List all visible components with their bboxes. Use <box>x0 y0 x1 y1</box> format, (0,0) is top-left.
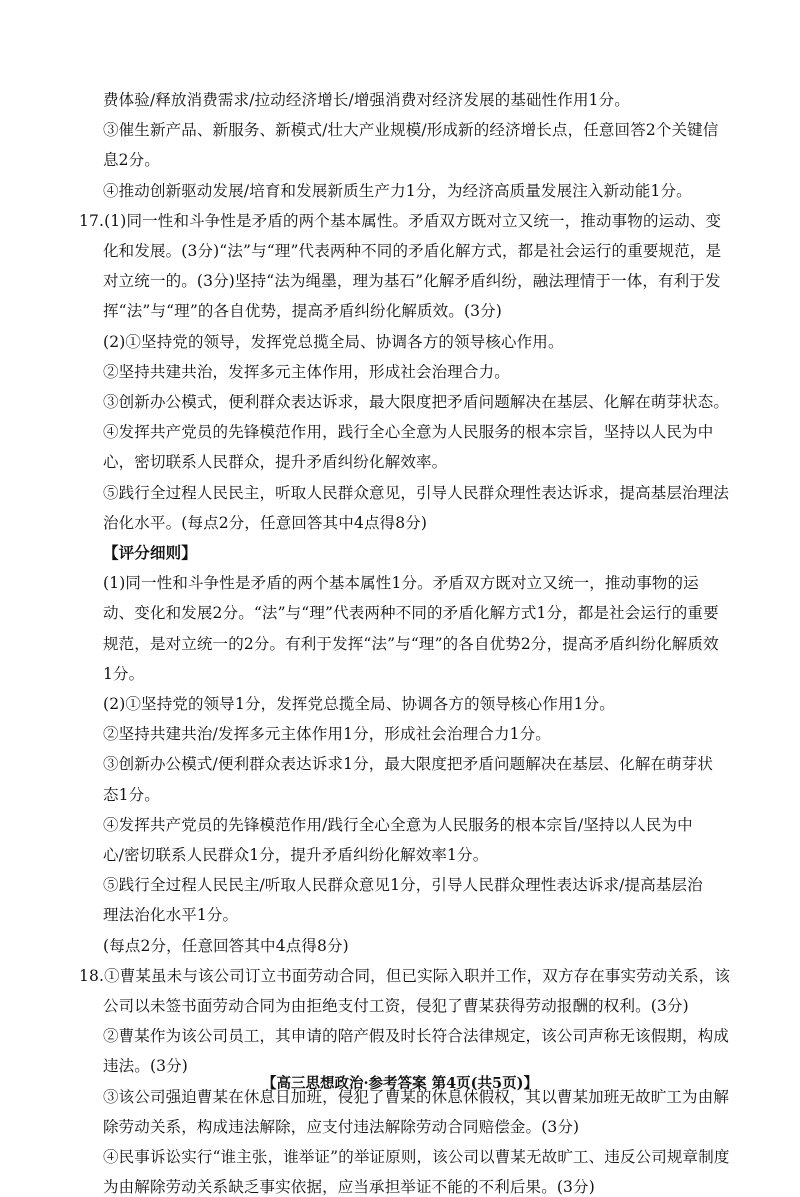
text-line: ③该公司强迫曹某在休息日加班，侵犯了曹某的休息休假权，其以曹某加班无故旷工为由解 <box>103 1088 730 1106</box>
text-line: ②坚持共建共治，发挥多元主体作用，形成社会治理合力。 <box>103 363 510 381</box>
text-line: ③催生新产品、新服务、新模式/壮大产业规模/形成新的经济增长点，任意回答2个关键信 <box>103 121 719 139</box>
text-line: 费体验/释放消费需求/拉动经济增长/增强消费对经济发展的基础性作用1分。 <box>103 91 630 109</box>
text-line: ②曹某作为该公司员工，其申请的陪产假及时长符合法律规定，该公司声称无该假期，构成 <box>103 1027 730 1045</box>
text-line: ④发挥共产党员的先锋模范作用/践行全心全意为人民服务的根本宗旨/坚持以人民为中 <box>103 816 693 834</box>
text-line: 治化水平。(每点2分，任意回答其中4点得8分) <box>103 514 428 532</box>
text-line: ⑤践行全过程人民民主，听取人民群众意见，引导人民群众理性表达诉求，提高基层治理法 <box>103 484 730 502</box>
text-line: 1分。 <box>103 665 145 683</box>
text-line: 化和发展。(3分)“法”与“理”代表两种不同的矛盾化解方式，都是社会运行的重要规范，是 <box>103 242 722 260</box>
text-line: (1)同一性和斗争性是矛盾的两个基本属性1分。矛盾双方既对立又统一，推动事物的运 <box>103 574 699 592</box>
text-line: ③创新办公模式，便利群众表达诉求，最大限度把矛盾问题解决在基层、化解在萌芽状态。 <box>103 393 730 411</box>
text-line: 公司以未签书面劳动合同为由拒绝支付工资，侵犯了曹某获得劳动报酬的权利。(3分) <box>103 997 689 1015</box>
text-line: (2)①坚持党的领导，发挥党总揽全局、协调各方的领导核心作用。 <box>103 333 564 351</box>
text-line: 对立统一的。(3分)坚持“法为绳墨，理为基石”化解矛盾纠纷，融法理情于一体，有利于发 <box>103 272 721 290</box>
text-line: 动、变化和发展2分。“法”与“理”代表两种不同的矛盾化解方式1分，都是社会运行的重要 <box>103 604 719 622</box>
text-line: 理法治化水平1分。 <box>103 906 239 924</box>
scoring-rules-heading: 【评分细则】 <box>103 543 197 562</box>
text-line: 心/密切联系人民群众1分，提升矛盾纠纷化解效率1分。 <box>103 846 489 864</box>
question-17-line: 17.(1)同一性和斗争性是矛盾的两个基本属性。矛盾双方既对立又统一，推动事物的运动、变 <box>79 212 722 230</box>
text-line: (2)①坚持党的领导1分，发挥党总揽全局、协调各方的领导核心作用1分。 <box>103 695 615 713</box>
text-line: 息2分。 <box>103 151 160 169</box>
page-footer: 【高三思想政治·参考答案 第4页(共5页)】 <box>262 1075 538 1092</box>
text-line: 态1分。 <box>103 786 160 804</box>
text-line: (每点2分，任意回答其中4点得8分) <box>103 937 349 955</box>
text-line: ②坚持共建共治/发挥多元主体作用1分，形成社会治理合力1分。 <box>103 725 551 743</box>
text-line: ④民事诉讼实行“谁主张，谁举证”的举证原则，该公司以曹某无故旷工、违反公司规章制度 <box>103 1148 730 1166</box>
text-line: 规范，是对立统一的2分。有利于发挥“法”与“理”的各自优势2分，提高矛盾纠纷化解质效 <box>103 635 719 653</box>
text-line: ③创新办公模式/便利群众表达诉求1分，最大限度把矛盾问题解决在基层、化解在萌芽状 <box>103 755 714 773</box>
text-line: 为由解除劳动关系缺乏事实依据，应当承担举证不能的不利后果。(3分) <box>103 1178 595 1196</box>
text-line: 挥“法”与“理”的各自优势，提高矛盾纠纷化解质效。(3分) <box>103 302 503 320</box>
text-line: ⑤践行全过程人民民主/听取人民群众意见1分，引导人民群众理性表达诉求/提高基层治 <box>103 876 703 894</box>
text-line: ④推动创新驱动发展/培育和发展新质生产力1分，为经济高质量发展注入新动能1分。 <box>103 182 692 200</box>
text-line: 除劳动关系，构成违法解除，应支付违法解除劳动合同赔偿金。(3分) <box>103 1118 580 1136</box>
question-18-line: 18.①曹某虽未与该公司订立书面劳动合同，但已实际入职并工作，双方存在事实劳动关系，该 <box>79 967 731 985</box>
text-line: ④发挥共产党员的先锋模范作用，践行全心全意为人民服务的根本宗旨，坚持以人民为中 <box>103 423 714 441</box>
text-line: 违法。(3分) <box>103 1057 189 1075</box>
text-line: 心，密切联系人民群众，提升矛盾纠纷化解效率。 <box>103 453 448 471</box>
